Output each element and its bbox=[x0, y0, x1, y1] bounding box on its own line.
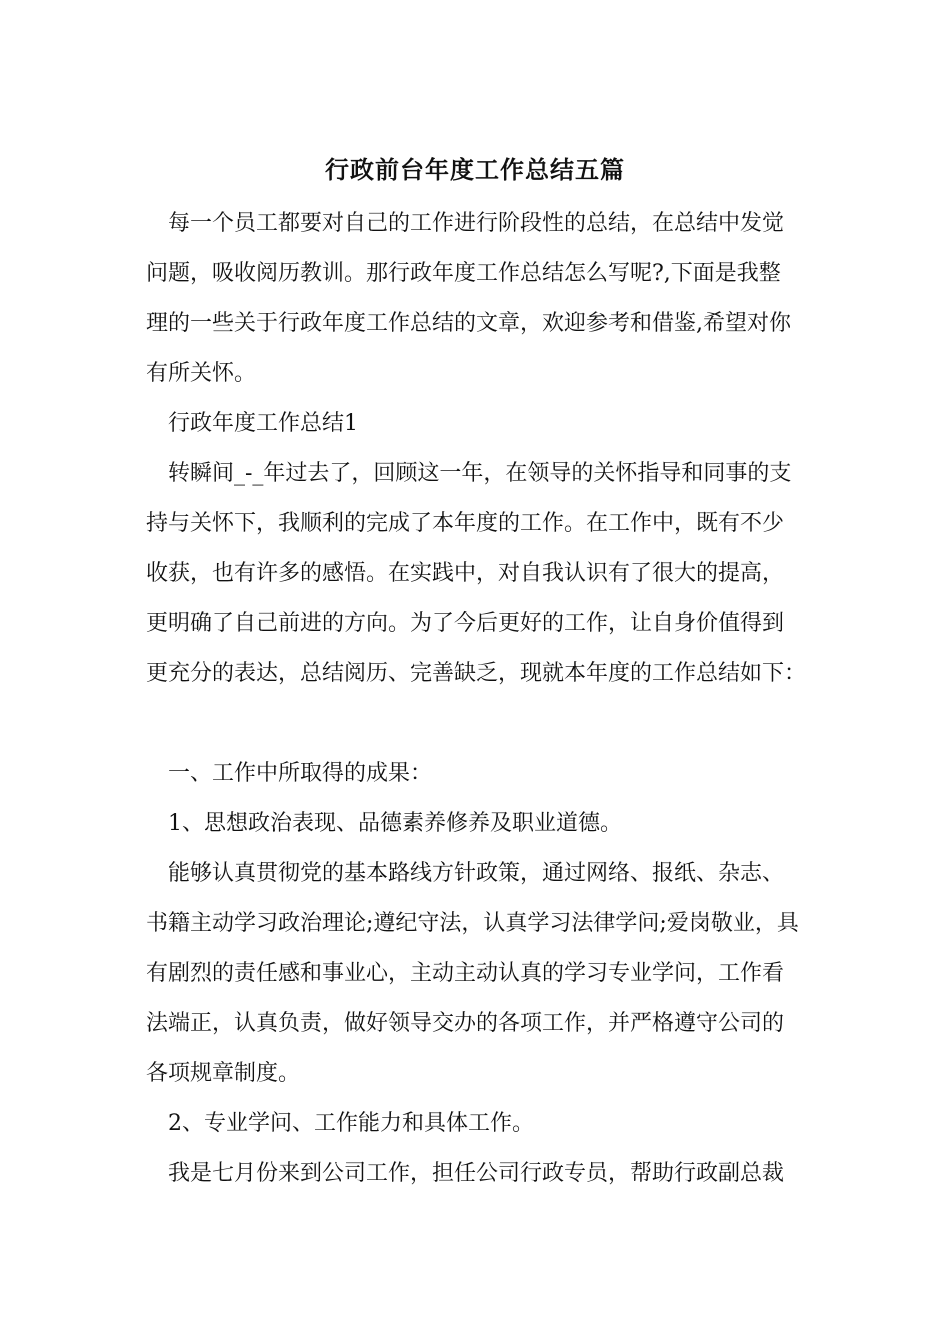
paragraph-line: 问题，吸收阅历教训。那行政年度工作总结怎么写呢?,下面是我整 bbox=[146, 261, 781, 286]
paragraph-line: 转瞬间_-_年过去了，回顾这一年，在领导的关怀指导和同事的支 bbox=[168, 461, 792, 486]
paragraph-line: 每一个员工都要对自己的工作进行阶段性的总结，在总结中发觉 bbox=[168, 211, 785, 236]
paragraph-line: 有所关怀。 bbox=[146, 361, 257, 386]
paragraph-line: 各项规章制度。 bbox=[146, 1061, 301, 1086]
paragraph-line: 能够认真贯彻党的基本路线方针政策，通过网络、报纸、杂志、 bbox=[168, 861, 785, 886]
paragraph-line: 更充分的表达，总结阅历、完善缺乏，现就本年度的工作总结如下： bbox=[146, 661, 807, 686]
paragraph-line: 更明确了自己前进的方向。为了今后更好的工作，让自身价值得到 bbox=[146, 611, 785, 636]
section-heading: 行政年度工作总结1 bbox=[168, 411, 358, 436]
paragraph-line: 持与关怀下，我顺利的完成了本年度的工作。在工作中，既有不少 bbox=[146, 511, 785, 536]
paragraph-line: 书籍主动学习政治理论;遵纪守法，认真学习法律学问;爱岗敬业，具 bbox=[146, 911, 799, 936]
paragraph-line: 法端正，认真负责，做好领导交办的各项工作，并严格遵守公司的 bbox=[146, 1011, 785, 1036]
subsection-heading: 2、专业学问、工作能力和具体工作。 bbox=[168, 1111, 534, 1136]
subsection-heading: 1、思想政治表现、品德素养修养及职业道德。 bbox=[168, 811, 622, 836]
section-heading: 一、工作中所取得的成果： bbox=[168, 761, 433, 786]
paragraph-line: 有剧烈的责任感和事业心，主动主动认真的学习专业学问，工作看 bbox=[146, 961, 785, 986]
paragraph-line: 理的一些关于行政年度工作总结的文章，欢迎参考和借鉴,希望对你 bbox=[146, 311, 791, 336]
paragraph-line: 收获，也有许多的感悟。在实践中，对自我认识有了很大的提高， bbox=[146, 561, 785, 586]
document-title: 行政前台年度工作总结五篇 bbox=[325, 155, 625, 184]
paragraph-line: 我是七月份来到公司工作，担任公司行政专员，帮助行政副总裁 bbox=[168, 1161, 785, 1186]
